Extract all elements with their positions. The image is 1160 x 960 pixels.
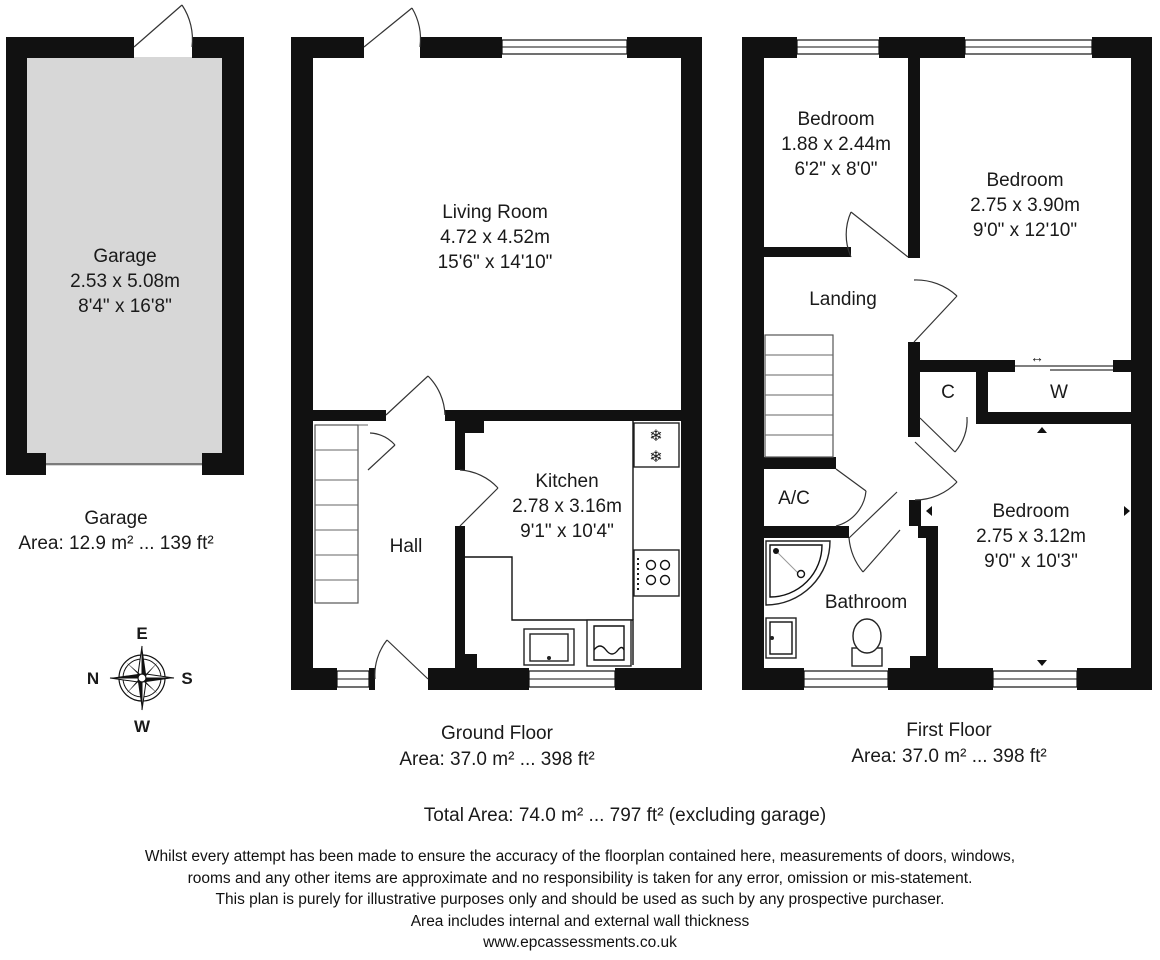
garage-pier-left	[6, 453, 46, 475]
compass-rose	[87, 624, 193, 736]
ff-wardrobe-wall-bottom	[976, 412, 1131, 424]
compass-south-label: S	[181, 669, 193, 688]
bedroom-rear-imperial: 9'0" x 10'3"	[984, 551, 1078, 572]
ff-bath-door-leaf	[863, 530, 900, 572]
bedroom-small-metric: 1.88 x 2.44m	[781, 134, 891, 155]
gf-hob	[634, 550, 679, 596]
gf-wall-bottom-1	[291, 668, 337, 690]
gf-wall-right	[681, 37, 702, 690]
arrow-left-icon	[926, 506, 932, 516]
floor-captions	[18, 508, 1046, 826]
gf-front-door-swing	[375, 640, 387, 679]
gf-hall-wall	[313, 410, 386, 421]
ff-wall-right	[1131, 37, 1152, 690]
disclaimer-line: Whilst every attempt has been made to ensure the accuracy of the floorplan contained here, measurements of doors, windows,	[144, 848, 1016, 865]
gf-wall-bottom-4	[615, 668, 702, 690]
snowflake-icon: ❄	[649, 449, 663, 466]
garage-room-metric: 2.53 x 5.08m	[70, 271, 180, 292]
ff-small-bed-door	[851, 212, 908, 257]
living-room-name: Living Room	[442, 202, 548, 223]
gf-wall-bottom-2	[369, 668, 375, 690]
ff-stairs	[765, 335, 833, 457]
basin-tap-icon	[770, 636, 774, 640]
ff-bath-door	[849, 492, 897, 538]
garage-side-door	[134, 5, 182, 47]
ff-wardrobe-wall-top	[920, 360, 1015, 372]
website-link[interactable]: www.epcassessments.co.uk	[483, 934, 677, 951]
gf-stairs	[315, 425, 395, 603]
arrow-right-icon	[1124, 506, 1130, 516]
first-floor-caption-area: Area: 37.0 m² ... 398 ft²	[851, 746, 1047, 767]
gf-kitchen-wall-lower	[455, 526, 465, 668]
gf-back-door-swing	[412, 8, 420, 47]
garage-wall-left	[6, 37, 27, 475]
gf-stairs-outline	[315, 425, 358, 603]
ff-small-bed-wall	[764, 247, 851, 257]
disclaimer-line: This plan is purely for illustrative purposes only and should be used as such by any prospective purchaser.	[215, 891, 945, 908]
kitchen-imperial: 9'1" x 10'4"	[520, 521, 614, 542]
gf-front-door	[387, 640, 428, 679]
bedroom-small-imperial: 6'2" x 8'0"	[794, 159, 878, 180]
ground-floor-caption-title: Ground Floor	[441, 723, 553, 744]
living-room-metric: 4.72 x 4.52m	[440, 227, 550, 248]
ff-wardrobe-wall-top-r	[1113, 360, 1131, 372]
gf-kitchen-door-swing	[460, 470, 498, 488]
compass-point-east	[142, 646, 146, 678]
compass-north-label: N	[86, 669, 100, 688]
gf-wall-top-2	[420, 37, 502, 58]
gf-kitchen-wall-upper	[455, 410, 465, 470]
garage-caption-title: Garage	[84, 508, 148, 529]
garage-caption-area: Area: 12.9 m² ... 139 ft²	[18, 533, 214, 554]
gf-living-door-swing	[428, 376, 445, 415]
bedroom-rear-metric: 2.75 x 3.12m	[976, 526, 1086, 547]
gf-wall-bottom-3	[428, 668, 529, 690]
wardrobe-name: W	[1050, 382, 1068, 403]
sliding-arrow-icon: ↔	[1030, 349, 1044, 365]
bedroom-large-name: Bedroom	[986, 170, 1064, 191]
ff-wall-top-2	[879, 37, 965, 58]
sink-tap-icon	[547, 656, 551, 660]
gf-understair-door	[368, 445, 395, 470]
gf-kitchen-units	[465, 421, 679, 666]
bedroom-small-name: Bedroom	[797, 109, 875, 130]
ff-bath-nib-bottom	[910, 656, 926, 668]
gf-wall-left	[291, 37, 313, 690]
garage-plan	[6, 5, 244, 475]
airing-cupboard-name: A/C	[778, 488, 810, 509]
ff-wall-bottom-1	[742, 668, 804, 690]
disclaimer	[0, 846, 1160, 954]
ff-bed-divider	[908, 58, 920, 258]
ff-ac-door	[836, 469, 866, 491]
ff-wall-left	[742, 37, 764, 690]
compass-point-west	[138, 678, 142, 710]
ff-wall-bottom-2	[888, 668, 993, 690]
landing-name: Landing	[809, 289, 877, 310]
arrow-down-icon	[1037, 660, 1047, 666]
garage-room-imperial: 8'4" x 16'8"	[78, 296, 172, 317]
toilet-bowl-icon	[853, 619, 881, 653]
gf-living-door	[386, 376, 428, 415]
ff-bath-nib	[909, 500, 921, 526]
gf-kitchen-nib-bottom	[465, 654, 477, 668]
gf-back-door	[364, 8, 412, 47]
gf-kitchen-door	[460, 488, 498, 526]
garage-room-name: Garage	[93, 246, 157, 267]
ff-ac-wall-top	[764, 457, 836, 469]
ff-wall-bottom-3	[1077, 668, 1152, 690]
disclaimer-line: rooms and any other items are approximate and no responsibility is taken for any error, omission or mis-statement.	[187, 869, 973, 887]
ff-bath-wall-right	[926, 526, 938, 668]
ff-bath-wall-top	[764, 526, 849, 538]
ff-large-bed-door	[914, 296, 957, 342]
ff-landing-wall	[908, 342, 920, 437]
ff-rear-bed-door-swing	[915, 482, 957, 500]
gf-kitchen-nib-top	[465, 421, 484, 433]
arrow-up-icon	[1037, 427, 1047, 433]
garage-pier-right	[202, 453, 244, 475]
snowflake-icon: ❄	[649, 428, 663, 445]
bedroom-large-metric: 2.75 x 3.90m	[970, 195, 1080, 216]
compass-east-label: E	[136, 624, 148, 643]
bathroom-name: Bathroom	[824, 592, 908, 613]
garage-wall-right	[222, 37, 244, 475]
ground-floor-caption-area: Area: 37.0 m² ... 398 ft²	[399, 749, 595, 770]
kitchen-metric: 2.78 x 3.16m	[512, 496, 622, 517]
ff-ac-door-swing	[836, 491, 866, 526]
ground-floor-plan	[291, 8, 702, 690]
ff-bath-door-swing	[849, 538, 863, 572]
compass-point-south	[142, 678, 174, 682]
ff-stairs-outline	[765, 335, 833, 457]
ff-large-bed-door-swing	[914, 280, 957, 296]
garage-door-swing	[182, 5, 192, 47]
compass-west-label: W	[133, 717, 151, 736]
total-area: Total Area: 74.0 m² ... 797 ft² (excluding garage)	[423, 805, 827, 826]
bedroom-rear-name: Bedroom	[992, 501, 1070, 522]
bedroom-large-imperial: 9'0" x 12'10"	[972, 220, 1078, 241]
hall-name: Hall	[389, 536, 423, 557]
gf-understair-door-swing	[370, 433, 395, 445]
living-room-imperial: 15'6" x 14'10"	[437, 252, 553, 273]
shower-head-icon	[773, 548, 779, 554]
compass-point-north	[110, 674, 142, 678]
compass-center	[138, 674, 146, 682]
first-floor-caption-title: First Floor	[906, 720, 992, 741]
cupboard-name: C	[941, 382, 955, 403]
kitchen-name: Kitchen	[535, 471, 599, 492]
ff-cupboard-door-swing	[955, 417, 967, 452]
ff-cupboard-door	[920, 418, 955, 452]
gf-kitchen-wall-top	[445, 410, 681, 421]
disclaimer-line: Area includes internal and external wall thickness	[410, 912, 750, 930]
